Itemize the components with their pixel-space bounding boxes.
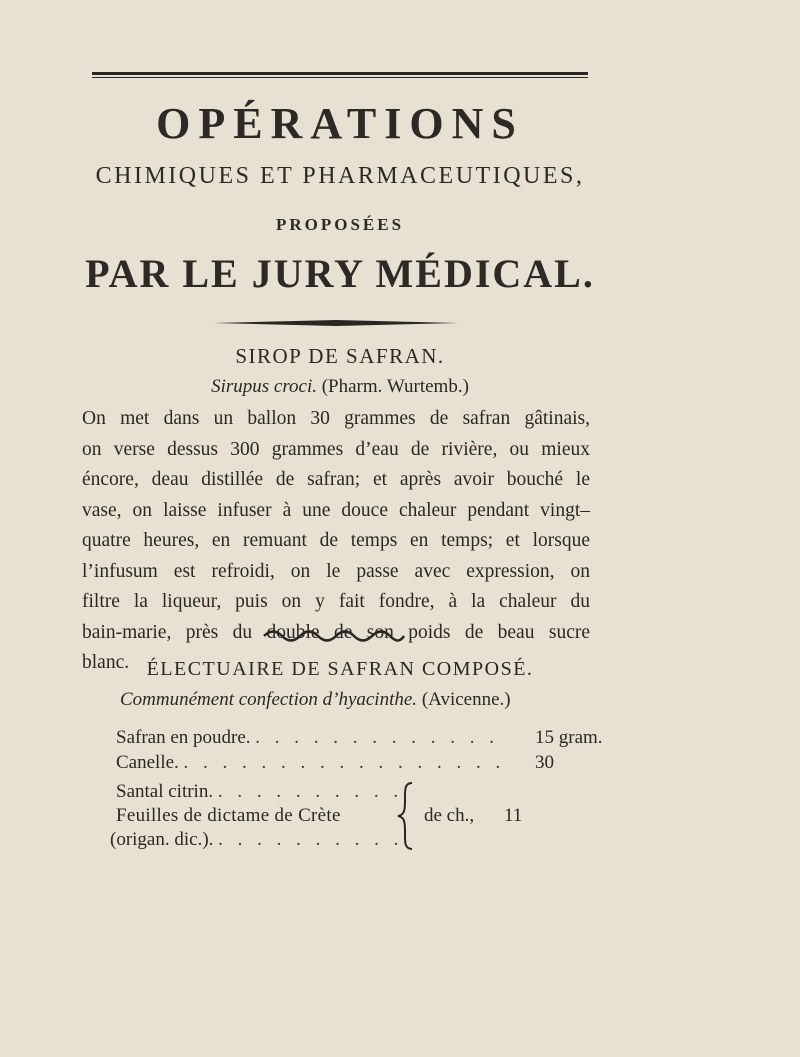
ingredient-row — [116, 752, 505, 774]
tapered-rule — [214, 320, 458, 324]
recipe-line: l’infusum est refroidi, on le passe avec expression, on — [82, 560, 590, 582]
recipe-line: blanc. — [82, 652, 130, 673]
electuary-source: (Avicenne.) — [421, 689, 511, 710]
syrup-subheading — [80, 376, 600, 398]
electuary-heading: ÉLECTUAIRE DE SAFRAN COMPOSÉ. — [146, 658, 534, 680]
grouped-amount-unit: de ch., — [424, 805, 475, 826]
ingredient-amount: 15 gram. — [535, 727, 603, 748]
grouped-amount-value: 11 — [504, 805, 523, 826]
recipe-line: on verse dessus 300 grammes d’eau de rivière, ou mieux — [82, 438, 590, 460]
ingredient-row — [116, 781, 403, 803]
document-title: OPÉRATIONS — [156, 99, 524, 148]
decorative-flourish — [262, 628, 406, 642]
ingredient-row — [116, 805, 341, 827]
ingredient-row — [110, 829, 403, 851]
document-subtitle: CHIMIQUES ET PHARMACEUTIQUES, — [95, 163, 585, 189]
jury-title: PAR LE JURY MÉDICAL. — [85, 251, 595, 296]
recipe-line: vase, on laisse infuser à une douce chaleur pendant vingt– — [82, 499, 590, 521]
proposed-label: PROPOSÉES — [275, 215, 405, 234]
syrup-latin-name: Sirupus croci. — [211, 376, 317, 397]
top-double-rule — [92, 72, 588, 80]
electuary-alias: Communément confection d’hyacinthe. — [120, 689, 418, 710]
ingredient-name: Safran en poudre. — [116, 727, 251, 748]
recipe-line: éncore, deau distillée de safran; et après avoir bouché le — [82, 469, 590, 490]
ingredient-name: (origan. dic.). — [110, 829, 214, 850]
recipe-line: bain-marie, près du double de son poids de beau sucre — [82, 621, 590, 643]
ingredient-name: Canelle. — [116, 752, 179, 773]
recipe-line: filtre la liqueur, puis on y fait fondre, à la chaleur du — [82, 591, 590, 612]
ingredient-name: Feuilles de dictame de Crète — [116, 805, 341, 826]
leader-dots: . . . . . . . . . . — [217, 781, 404, 802]
electuary-subheading — [120, 689, 511, 711]
leader-dots: . . . . . . . . . . . . . — [255, 727, 500, 748]
syrup-source: (Pharm. Wurtemb.) — [321, 376, 469, 397]
recipe-line: On met dans un ballon 30 grammes de safran gâtinais, — [82, 408, 590, 429]
syrup-heading: SIROP DE SAFRAN. — [235, 344, 445, 368]
ingredient-name: Santal citrin. — [116, 781, 214, 802]
curly-brace — [394, 781, 420, 851]
ingredient-row — [116, 727, 499, 749]
recipe-line: quatre heures, en remuant de temps en temps; et lorsque — [82, 530, 590, 551]
leader-dots: . . . . . . . . . . . . . . . . . — [183, 752, 506, 773]
leader-dots: . . . . . . . . . . — [218, 829, 404, 850]
ingredient-amount: 30 — [535, 752, 554, 773]
